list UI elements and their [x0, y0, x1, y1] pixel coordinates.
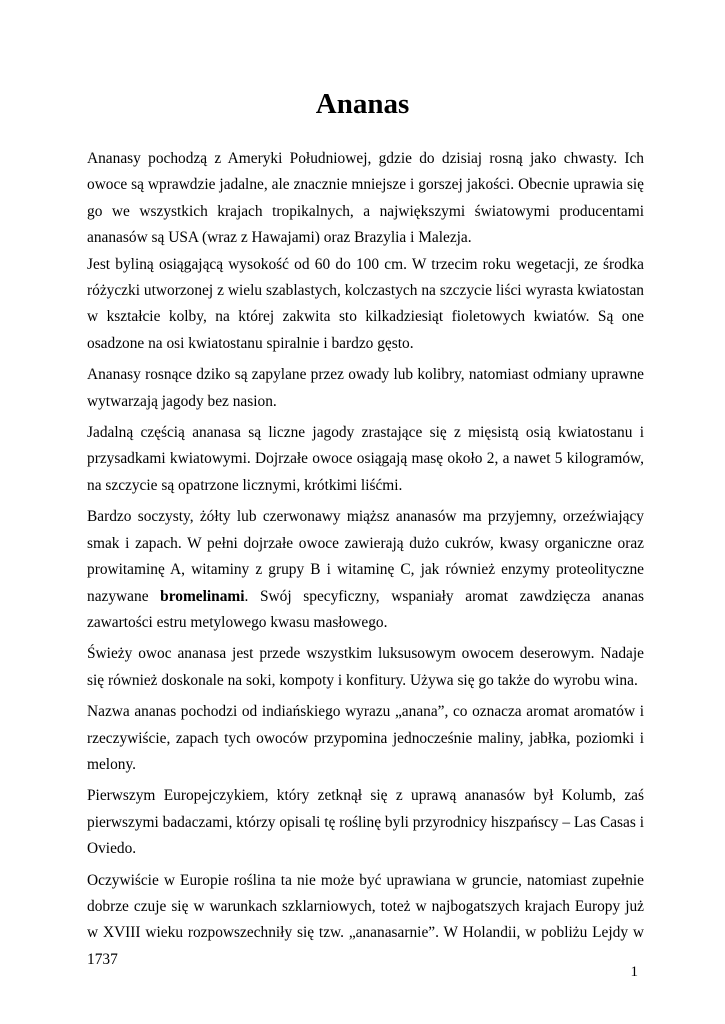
paragraph-origin: Ananasy pochodzą z Ameryki Południowej, gdzie do dzisiaj rosną jako chwasty. Ich owoce są wprawdzie jadalne, ale znacznie mniejsze i gorszej jakości. Obecnie uprawia się go we wszystkich krajach tropikalnych, a największymi światowymi producentami ananasów są USA (wraz z Hawajami) oraz Brazylia i Malezja. — [87, 150, 644, 247]
paragraph-flesh-text-after: . Swój specyficzny, wspaniały aromat zawdzięcza ananas zawartości estru metylowego kwasu masłowego. — [87, 587, 644, 631]
paragraph-flesh-composition — [87, 504, 644, 636]
paragraph-edible-part: Jadalną częścią ananasa są liczne jagody zrastające się z mięsistą osią kwiatostanu i przysadkami kwiatowymi. Dojrzałe owoce osiągają masę około 2, a nawet 5 kilogramów, na szczycie są opatrzone licznymi, krótkimi liśćmi. — [87, 424, 644, 494]
paragraph-plant-description: Jest byliną osiągającą wysokość od 60 do 100 cm. W trzecim roku wegetacji, ze środka różyczki utworzonej z wielu szablastych, kolczastych na szczycie liści wyrasta kwiatostan w kształcie kolby, na której zakwita sto kilkadziesiąt fioletowych kwiatów. Są one osadzone na osi kwiatostanu spiralnie i bardzo gęsto. — [87, 255, 644, 352]
bromelain-term: bromelinami — [160, 587, 245, 605]
document-body — [87, 146, 644, 978]
paragraph-name-origin: Nazwa ananas pochodzi od indiańskiego wyrazu „anana”, co oznacza aromat aromatów i rzeczywiście, zapach tych owoców przypomina jednocześnie maliny, jabłka, poziomki i melony. — [87, 703, 644, 773]
paragraph-pollination: Ananasy rosnące dziko są zapylane przez owady lub kolibry, natomiast odmiany uprawne wytwarzają jagody bez nasion. — [87, 366, 644, 410]
page-title: Ananas — [315, 88, 410, 120]
paragraph-uses: Świeży owoc ananasa jest przede wszystkim luksusowym owocem deserowym. Nadaje się również doskonale na soki, kompoty i konfitury. Używa się go także do wyrobu wina. — [87, 645, 644, 689]
paragraph-flesh-text-before: Bardzo soczysty, żółty lub czerwonawy miąższ ananasów ma przyjemny, orzeźwiający smak i zapach. W pełni dojrzałe owoce zawierają dużo cukrów, kwasy organiczne oraz prowitaminę A, witaminy z grupy B i witaminę C, jak również enzymy proteolityczne nazywane — [87, 508, 644, 605]
paragraph-first-european: Pierwszym Europejczykiem, który zetknął się z uprawą ananasów był Kolumb, zaś pierwszymi badaczami, którzy opisali tę roślinę byli przyrodnicy hiszpańscy – Las Casas i Oviedo. — [87, 787, 644, 858]
paragraph-europe-cultivation: Oczywiście w Europie roślina ta nie może być uprawiana w gruncie, natomiast zupełnie dobrze czuje się w warunkach szklarniowych, toteż w najbogatszych krajach Europy już w XVIII wieku rozpowszechniły się tzw. „ananasarnie”. W Holandii, w pobliżu Lejdy w 1737 — [87, 871, 644, 968]
page-number: 1 — [630, 964, 638, 980]
